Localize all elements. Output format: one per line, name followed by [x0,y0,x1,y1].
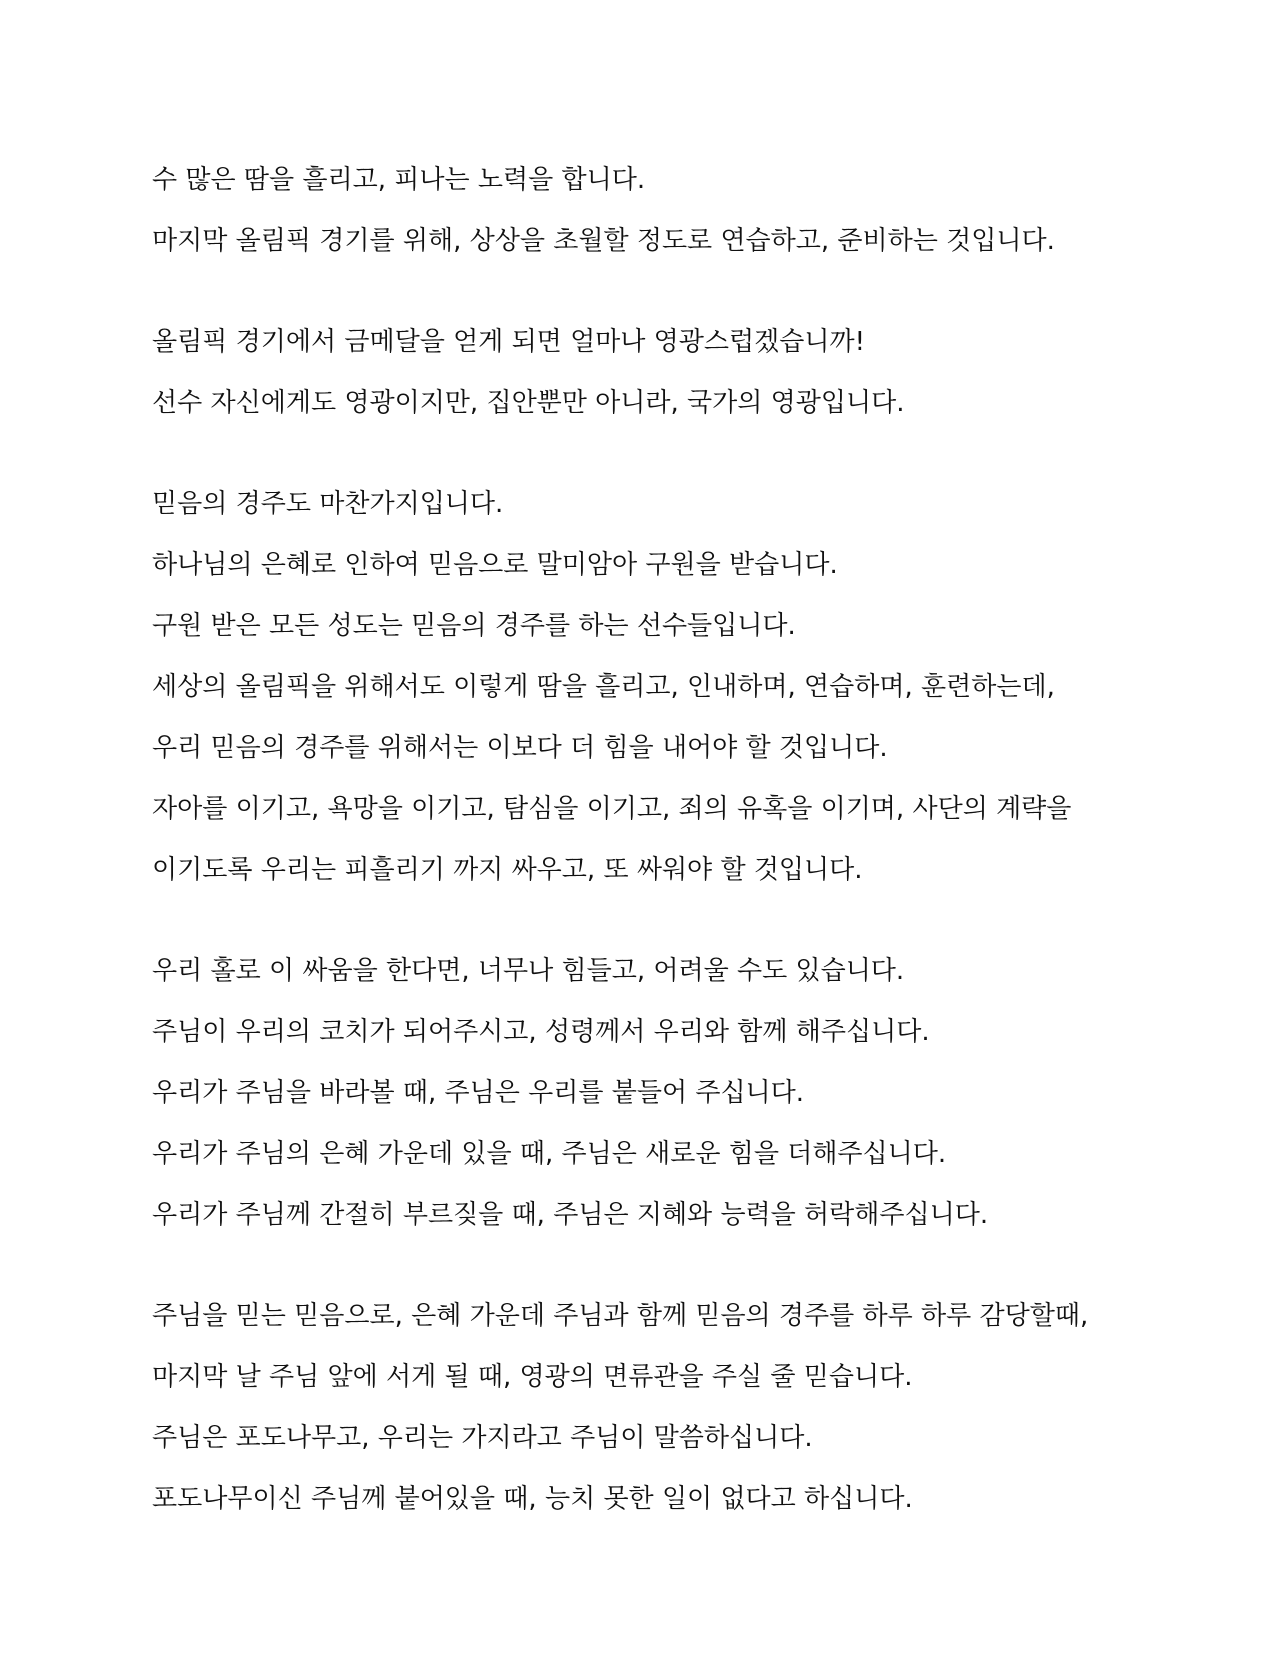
text-line: 자아를 이기고, 욕망을 이기고, 탐심을 이기고, 죄의 유혹을 이기며, 사단의 계략을 [152,794,1072,824]
text-line: 올림픽 경기에서 금메달을 얻게 되면 얼마나 영광스럽겠습니까! [152,327,866,357]
text-line: 이기도록 우리는 피흘리기 까지 싸우고, 또 싸워야 할 것입니다. [152,855,863,885]
text-line: 마지막 날 주님 앞에 서게 될 때, 영광의 면류관을 주실 줄 믿습니다. [152,1362,913,1392]
text-line: 하나님의 은혜로 인하여 믿음으로 말미암아 구원을 받습니다. [152,550,838,580]
text-line: 믿음의 경주도 마찬가지입니다. [152,489,504,519]
text-line: 주님이 우리의 코치가 되어주시고, 성령께서 우리와 함께 해주십니다. [152,1017,930,1047]
text-line: 포도나무이신 주님께 붙어있을 때, 능치 못한 일이 없다고 하십니다. [152,1484,913,1514]
text-line: 세상의 올림픽을 위해서도 이렇게 땀을 흘리고, 인내하며, 연습하며, 훈련하는데, [152,672,1055,702]
text-line: 우리 홀로 이 싸움을 한다면, 너무나 힘들고, 어려울 수도 있습니다. [152,956,905,986]
paragraph-2 [152,312,1152,434]
paragraph-1 [152,150,1152,272]
document-body [152,150,1152,1570]
paragraph-3 [152,474,1152,901]
text-line: 주님을 믿는 믿음으로, 은혜 가운데 주님과 함께 믿음의 경주를 하루 하루 감당할때, [152,1301,1089,1331]
text-line: 선수 자신에게도 영광이지만, 집안뿐만 아니라, 국가의 영광입니다. [152,388,905,418]
text-line: 수 많은 땀을 흘리고, 피나는 노력을 합니다. [152,165,646,195]
text-line: 우리가 주님의 은혜 가운데 있을 때, 주님은 새로운 힘을 더해주십니다. [152,1139,947,1169]
text-line: 우리 믿음의 경주를 위해서는 이보다 더 힘을 내어야 할 것입니다. [152,733,888,763]
text-line: 구원 받은 모든 성도는 믿음의 경주를 하는 선수들입니다. [152,611,796,641]
paragraph-4 [152,941,1152,1246]
text-line: 마지막 올림픽 경기를 위해, 상상을 초월할 정도로 연습하고, 준비하는 것입니다. [152,226,1055,256]
text-line: 우리가 주님을 바라볼 때, 주님은 우리를 붙들어 주십니다. [152,1078,805,1108]
paragraph-5 [152,1286,1152,1530]
text-line: 주님은 포도나무고, 우리는 가지라고 주님이 말씀하십니다. [152,1423,813,1453]
text-line: 우리가 주님께 간절히 부르짖을 때, 주님은 지혜와 능력을 허락해주십니다. [152,1200,989,1230]
